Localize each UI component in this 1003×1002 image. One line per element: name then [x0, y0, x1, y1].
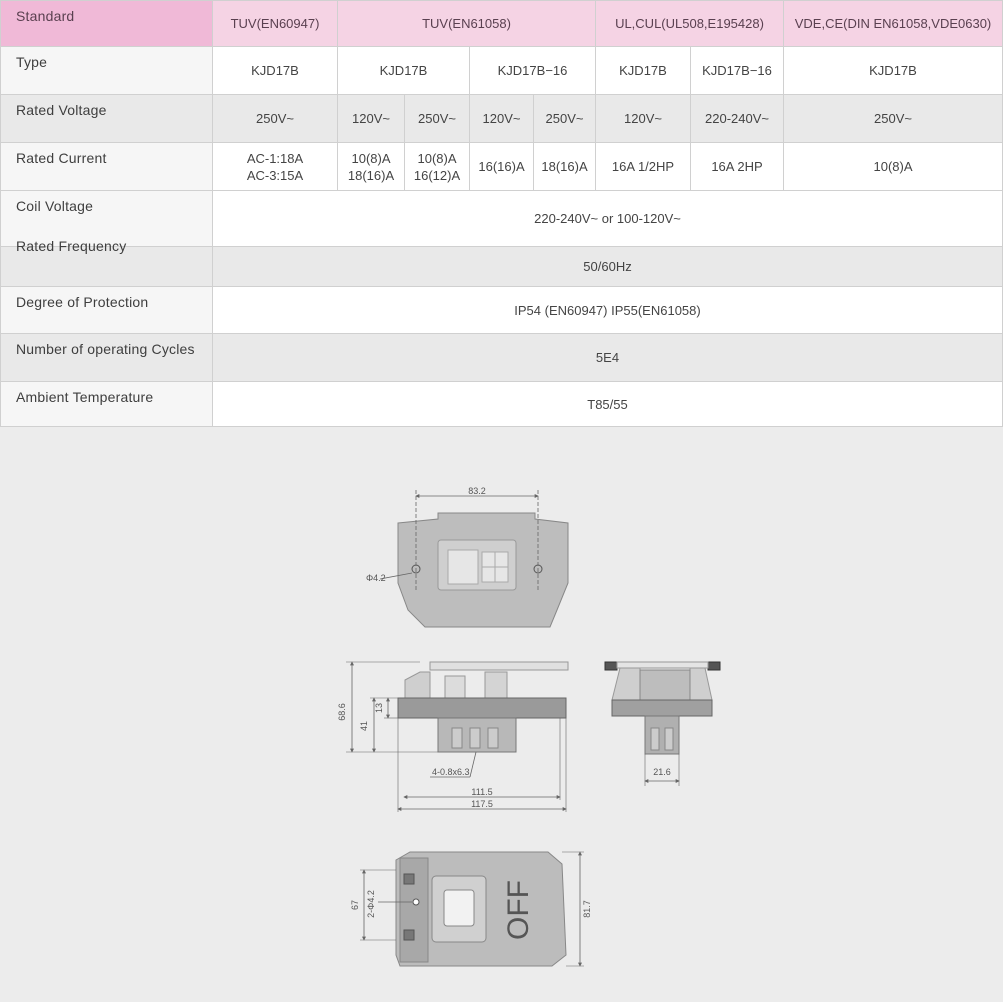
dim-top-hole: Φ4.2: [366, 573, 386, 583]
label-type: Type: [1, 47, 213, 95]
voltage-cell: 120V~: [470, 95, 534, 143]
std-ul-cul: UL,CUL(UL508,E195428): [596, 1, 784, 47]
current-cell: 16(16)A: [470, 143, 534, 191]
dim-bottom-hole: 2-Φ4.2: [366, 890, 376, 918]
label-coil-voltage: Coil Voltage: [1, 191, 213, 247]
label-standard: Standard: [1, 1, 213, 47]
voltage-cell: 250V~: [534, 95, 596, 143]
row-rated-frequency: [1, 247, 1003, 287]
row-protection: [1, 287, 1003, 334]
current-cell: [338, 143, 405, 191]
current-line: 10(8)A: [417, 150, 457, 166]
frequency-value: 50/60Hz: [213, 247, 1003, 287]
label-protection: Degree of Protection: [1, 287, 213, 334]
dim-front-height-total: 68.6: [337, 703, 347, 721]
current-line: AC-3:15A: [246, 167, 304, 183]
dim-top-width: 83.2: [468, 486, 486, 496]
dim-bottom-height-right: 81.7: [582, 900, 592, 918]
row-rated-voltage: [1, 95, 1003, 143]
dim-front-height-small: 13: [374, 702, 384, 714]
cycles-value: 5E4: [213, 334, 1003, 382]
current-line: 10(8)A: [351, 150, 391, 166]
side-view: [605, 662, 720, 786]
row-cycles: [1, 334, 1003, 382]
spec-table-container: [0, 0, 1002, 426]
voltage-cell: 220-240V~: [691, 95, 784, 143]
mount-hole: [413, 899, 419, 905]
side-terminal-block: [645, 716, 679, 754]
type-cell: KJD17B: [596, 47, 691, 95]
protection-value: IP54 (EN60947) IP55(EN61058): [213, 287, 1003, 334]
label-rated-frequency-text: Rated Frequency: [16, 238, 127, 254]
label-rated-frequency: [1, 238, 213, 287]
type-cell: KJD17B−16: [470, 47, 596, 95]
type-cell: KJD17B: [338, 47, 470, 95]
type-cell: KJD17B−16: [691, 47, 784, 95]
row-standard: [1, 1, 1003, 47]
voltage-cell: 250V~: [405, 95, 470, 143]
voltage-cell: 120V~: [338, 95, 405, 143]
current-line: AC-1:18A: [246, 150, 304, 166]
voltage-cell: 120V~: [596, 95, 691, 143]
label-cycles: Number of operating Cycles: [1, 334, 213, 382]
front-base: [398, 698, 566, 718]
top-view: [366, 486, 568, 627]
current-cell: 16A 1/2HP: [596, 143, 691, 191]
technical-drawing: [0, 426, 1002, 1002]
side-base: [612, 700, 712, 716]
current-cell: [213, 143, 338, 191]
front-view: [337, 662, 568, 812]
spec-table: [0, 0, 1003, 427]
dim-front-width-outer: 117.5: [471, 799, 493, 809]
label-rated-current: Rated Current: [1, 143, 213, 191]
current-cell: 10(8)A: [784, 143, 1003, 191]
std-vde-ce: VDE,CE(DIN EN61058,VDE0630): [784, 1, 1003, 47]
row-rated-current: [1, 143, 1003, 191]
current-cell: 18(16)A: [534, 143, 596, 191]
dim-bottom-height-left: 67: [350, 899, 360, 911]
std-tuv-en61058: TUV(EN61058): [338, 1, 596, 47]
type-cell: KJD17B: [213, 47, 338, 95]
voltage-cell: 250V~: [784, 95, 1003, 143]
front-top-plate: [430, 662, 568, 670]
dim-front-terminals: 4-0.8x6.3: [432, 767, 470, 777]
current-cell: [405, 143, 470, 191]
current-line: 18(16)A: [347, 167, 395, 183]
dim-side-width: 21.6: [653, 767, 671, 777]
label-ambient: Ambient Temperature: [1, 382, 213, 427]
current-cell: 16A 2HP: [691, 143, 784, 191]
coil-voltage-value: 220-240V~ or 100-120V~: [213, 191, 1003, 247]
std-tuv-en60947: TUV(EN60947): [213, 1, 338, 47]
type-cell: KJD17B: [784, 47, 1003, 95]
label-rated-voltage: Rated Voltage: [1, 95, 213, 143]
current-line: 16(12)A: [413, 167, 461, 183]
row-type: [1, 47, 1003, 95]
off-label-text: OFF: [502, 880, 535, 940]
voltage-cell: 250V~: [213, 95, 338, 143]
ambient-value: T85/55: [213, 382, 1003, 427]
dim-front-width-inner: 111.5: [471, 787, 493, 797]
bottom-view: [350, 852, 592, 966]
dim-front-height-mid: 41: [359, 720, 369, 732]
row-ambient: [1, 382, 1003, 427]
